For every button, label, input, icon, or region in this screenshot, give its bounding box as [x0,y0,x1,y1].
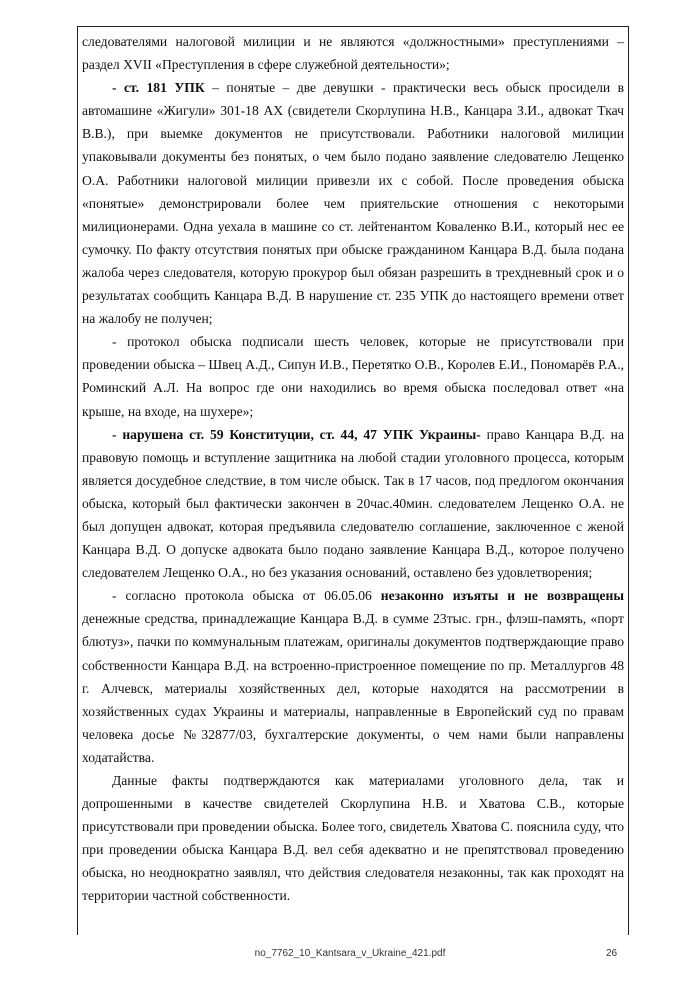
text-run: – понятые – две девушки - практически весь обыск просидели в автомашине «Жигули» 301-18 АХ (свидетели Скорлупина Н.В., Канцара З.И., адвокат Ткач В.В.), при выемке документов не присутствовали. Работники налоговой милиции упаковывали документы без понятых, о чем было подано заявление следователю Лещенко О.А. Работники налоговой милиции привезли их с собой. После проведения обыска «понятые» демонстрировали более чем приятельские отношения с некоторыми милиционерами. Одна уехала в машине со ст. лейтенантом Коваленко В.И., который нес ее сумочку. По факту отсутствия понятых при обыске гражданином Канцара В.Д. была подана жалоба через следователя, которую прокурор был обязан разрешить в трехдневный срок и о результатах сообщить Канцара В.Д. В нарушение ст. 235 УПК до настоящего времени ответ на жалобу не получен; [82,80,624,327]
paragraph [82,423,624,585]
text-run: денежные средства, принадлежащие Канцара В.Д. в сумме 23тыс. грн., флэш-память, «порт блютуз», пачки по коммунальным платежам, оригиналы документов подтверждающие право собственности Канцара В.Д. на встроенно-пристроенное помещение по пр. Металлургов 48 г. Алчевск, материалы хозяйственных дел, которые находятся на рассмотрении в хозяйственных судах Украины и материалы, направленные в Европейский суд по правам человека досье №32877/03, бухгалтерские документы, о чем нами были направлены ходатайства. [82,611,624,765]
bold-run: - ст. 181 УПК [112,80,205,96]
text-run: право Канцара В.Д. на правовую помощь и вступление защитника на любой стадии уголовного процесса, которым является досудебное следствие, в том числе обыск. Так в 17 часов, под предлогом окончания обыска, который был фактически закончен в 20час.40мин. следователем Лещенко О.А. не был допущен адвокат, которая предъявила следователю соглашение, заключенное с женой Канцара В.Д. О допуске адвоката было подано заявление Канцара В.Д., которое получено следователем Лещенко О.А., но без указания оснований, оставлено без удовлетворения; [82,426,624,581]
paragraph [82,584,624,769]
footer-filename: no_7762_10_Kantsara_v_Ukraine_421.pdf [254,948,446,959]
page-footer [0,948,700,964]
text-run: - согласно протокола обыска от 06.05.06 [112,588,381,604]
bold-run: - нарушена ст. 59 Конституции, ст. 44, 47 УПК Украины- [112,426,481,442]
bold-run: незаконно изъяты и не возвращены [380,588,624,604]
page-number: 26 [606,948,618,959]
text-run: Данные факты подтверждаются как материалами уголовного дела, так и допрошенными в качестве свидетелей Скорлупина Н.В. и Хватова С.В., которые присутствовали при проведении обыска. Более того, свидетель Хватова С. пояснила суду, что при проведении обыска Канцара В.Д. вел себя адекватно и не препятствовал проведению обыска, но неоднократно заявлял, что действия следователя незаконны, так как проходят на территории частной собственности. [82,773,624,904]
document-body [82,30,624,908]
paragraph [82,330,624,422]
paragraph [82,76,624,330]
text-run: - протокол обыска подписали шесть человек, которые не присутствовали при проведении обыска – Швец А.Д., Сипун И.В., Перетятко О.В., Королев Е.И., Пономарёв Р.А., Роминский А.Л. На вопрос где они находились во время обыска последовал ответ «на крыше, на входе, на шухере»; [82,334,624,419]
text-run: следователями налоговой милиции и не являются «должностными» преступлениями – раздел XVII «Преступления в сфере служебной деятельности»; [82,34,624,73]
paragraph [82,769,624,908]
paragraph [82,30,624,76]
